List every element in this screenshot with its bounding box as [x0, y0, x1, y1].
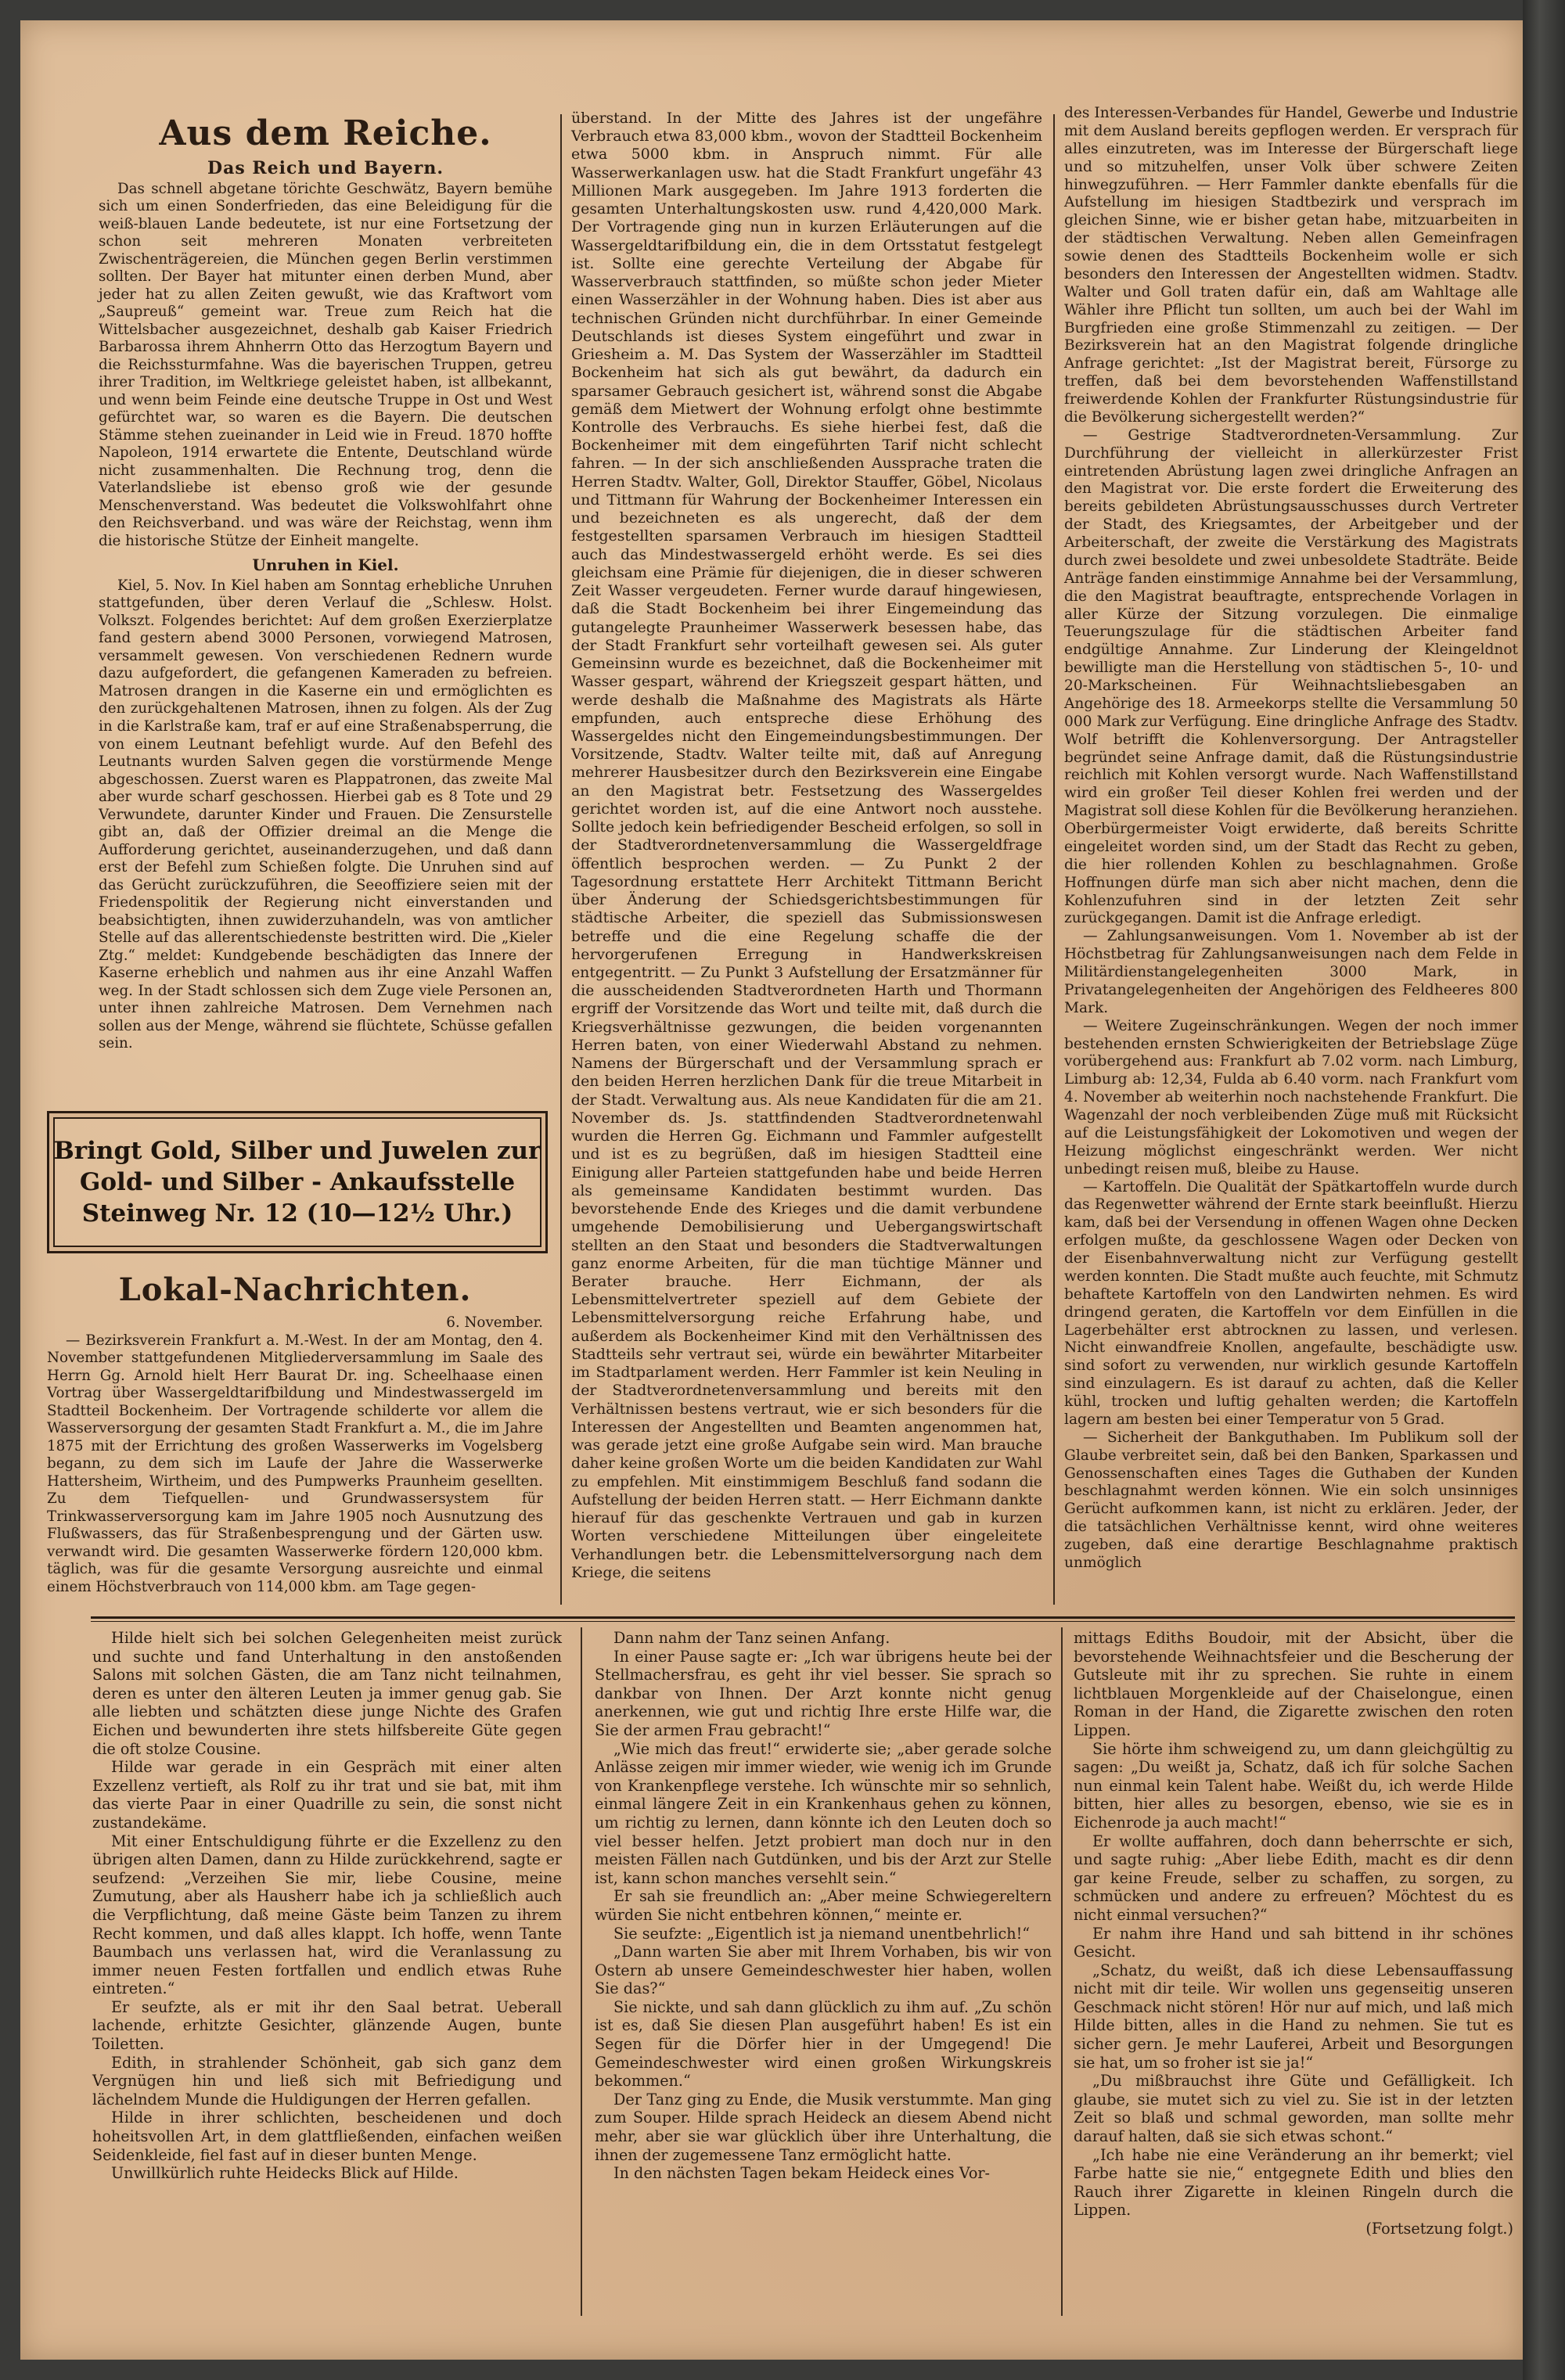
paragraph: Er seufzte, als er mit ihr den Saal betrat. Ueberall lachende, erhitzte Gesichter, glänzende Augen, bunte Toiletten. — [92, 1997, 562, 2054]
article-subheading: Unruhen in Kiel. — [252, 555, 399, 575]
ad-line: Steinweg Nr. 12 (10—12½ Uhr.) — [81, 1199, 513, 1228]
column-rule — [1053, 114, 1055, 1605]
paragraph: — Weitere Zugeinschränkungen. Wegen der noch immer bestehenden ernsten Schwierigkeiten der Betriebslage Züge vorübergehend aus: Frankfurt ab 7.02 vorm. nach Limburg, Limburg ab: 12,34, Fulda ab 6.40 vorm. nach Frankfurt vom 4. November ab weiterhin noch nachstehende Frankfurt. Die Wagenzahl der noch verbleibenden Züge muß mit Rücksicht auf die Leistungsfähigkeit der Lokomotiven und wegen der Heizung möglichst eingeschränkt werden. Wer nicht unbedingt reisen muß, bleibe zu Hause. — [1064, 1017, 1518, 1177]
column-rule — [1061, 1627, 1063, 2316]
advertisement — [47, 1111, 548, 1253]
paragraph: Sie hörte ihm schweigend zu, um dann gleichgültig zu sagen: „Du weißt ja, Schatz, daß ich für solche Sachen nun einmal kein Talent habe. Weißt du, ich werde Hilde bitten, hier alles zu besorgen, ebenso, wie sie es in Eichenrode ja auch macht!“ — [1074, 1739, 1513, 1832]
paragraph: — Zahlungsanweisungen. Vom 1. November ab ist der Höchstbetrag für Zahlungsanweisungen nach dem Felde in Militärdienstangelegenheiten 3000 Mark, in Privatangelegenheiten der Angehörigen des Feldheeres 800 Mark. — [1064, 928, 1518, 1016]
paragraph: „Ich habe nie eine Veränderung an ihr bemerkt; viel Farbe hatte sie nie,“ entgegnete Edith und blies den Rauch ihrer Zigarette in kleinen Ringeln durch die Lippen. — [1074, 2145, 1513, 2220]
article-body — [1064, 105, 1518, 1573]
paragraph: „Wie mich das freut!“ erwiderte sie; „aber gerade solche Anlässe zeigen mir immer wieder, wie wenig ich im Grunde von Krankenpflege verstehe. Ich wünschte mir so sehnlich, einmal längere Zeit in ein Krankenhaus gehen zu können, um richtig zu lernen, dann könnte ich den Leuten doch so viel besser helfen. Jetzt probiert man doch nur in den meisten Fällen nach Gutdünken, und bis der Arzt zur Stelle ist, kann schon manches versehlt sein.“ — [595, 1739, 1052, 1887]
feuilleton-rule — [91, 1621, 1515, 1622]
lokal-title: Lokal-Nachrichten. — [118, 1271, 472, 1308]
article-body — [571, 110, 1042, 1582]
column-lokal — [47, 1261, 543, 1596]
binding-edge — [1523, 0, 1565, 2380]
story-body — [92, 1629, 562, 2183]
article-body — [99, 160, 552, 1053]
column-right — [1064, 105, 1518, 1573]
paragraph: des Interessen-Verbandes für Handel, Gewerbe und Industrie mit dem Ausland bereits gepflogen werden. Er versprach für alles einzutreten, was im Interesse der Bürgerschaft liege und so mitzuhelfen, unser Volk über schwere Zeiten hinwegzuführen. — Herr Fammler dankte ebenfalls für die Aufstellung im hiesigen Stadtbezirk und versprach im gleichen Sinne, wie er bisher getan habe, mitzuarbeiten in der städtischen Verwaltung. Neben allen Gemeinfragen sowie denen des Stadtteils Bockenheim wolle er sich besonders den Interessen der Angestellten widmen. Stadtv. Walter und Goll traten dafür ein, daß am Wahltage alle Wähler ihre Pflicht tun sollten, um auch bei der Wahl im Burgfrieden eine große Stimmenzahl zu zeitigen. — Der Bezirksverein hat an den Magistrat folgende dringliche Anfrage gerichtet: „Ist der Magistrat bereit, Fürsorge zu treffen, daß bei dem bevorstehenden Waffenstillstand freiwerdende Kohlen der Frankfurter Rüstungsindustrie für die Bevölkerung sichergestellt werden?“ — [1064, 105, 1518, 426]
paragraph: Dann nahm der Tanz seinen Anfang. — [613, 1629, 890, 1647]
paragraph: — Kartoffeln. Die Qualität der Spätkartoffeln wurde durch das Regenwetter während der Ernte stark beeinflußt. Hierzu kam, daß bei der Versendung in offenen Wagen ohne Decken erfolgen mußte, da geschlossene Wagen oder Decken von der Eisenbahnverwaltung nicht zur Verfügung gestellt werden konnten. Die Stadt mußte auch feuchte, mit Schmutz behaftete Kartoffeln von den Landwirten nehmen. Es wird dringend geraten, die Kartoffeln vor dem Einfüllen in die Lagerbehälter erst abtrocknen zu lassen, und verlesen. Nicht einwandfreie Knollen, angefaulte, beschädigte usw. sind sofort zu verwenden, nur wirklich gesunde Kartoffeln sind einzulagern. Es ist darauf zu achten, daß die Keller kühl, trocken und luftig gehalten werden; die Kartoffeln lagern am besten bei einer Temperatur von 5 Grad. — [1064, 1178, 1518, 1428]
paragraph: — Bezirksverein Frankfurt a. M.-West. In der am Montag, den 4. November stattgefundenen Mitgliederversammlung im Saale des Herrn Gg. Arnold hielt Herr Baurat Dr. ing. Scheelhaase einen Vortrag über Wassergeldtarifbildung und Mindestwassergeld im Stadtteil Bockenheim. Der Vortragende schilderte vor allem die Wasserversorgung der gesamten Stadt Frankfurt a. M., die im Jahre 1875 mit der Errichtung des großen Wasserwerks im Vogelsberg begann, zu dem sich im Laufe der Jahre die Wasserwerke Hattersheim, Wirtheim, und des Pumpwerks Praunheim gesellten. Zu dem Tiefquellen- und Grundwassersystem für Trinkwasserversorgung kam im Jahre 1905 noch Ausnutzung des Flußwassers, das für Straßenbesprengung und der Gärten usw. verwandt wird. Die gesamten Wasserwerke fördern 120,000 kbm. täglich, was für die gesamte Versorgung ausreichte und einmal einem Höchstverbrauch von 114,000 kbm. am Tage gegen- — [47, 1332, 543, 1595]
paragraph: Kiel, 5. Nov. In Kiel haben am Sonntag erhebliche Unruhen stattgefunden, über deren Verlauf die „Schlesw. Holst. Volkszt. Folgendes berichtet: Auf dem großen Exerzierplatze fand gestern abend 3000 Personen, vorwiegend Matrosen, versammelt gewesen. Von verschiedenen Rednern wurde dazu aufgefordert, die gefangenen Kameraden zu befreien. Matrosen drangen in die Kaserne ein und ermöglichten es den zurückgehaltenen Matrosen, ihnen zu folgen. Als der Zug in die Karlstraße kam, traf er auf eine Straßenabsperrung, die von einem Leutnant befehligt wurde. Auf den Befehl des Leutnants wurden Salven gegen die vorstürmende Menge abgeschossen. Zuerst waren es Plappatronen, das zweite Mal aber wurde scharf geschossen. Hierbei gab es 8 Tote und 29 Verwundete, darunter Kinder und Frauen. Die Zensurstelle gibt an, daß der Offizier dreimal an die Menge die Aufforderung gerichtet, auseinanderzugehen, und daß dann erst der Befehl zum Schießen folgte. Die Unruhen sind auf das Gerücht zurückzuführen, die Seeoffiziere seien mit der Friedenspolitik der Regierung nicht einverstanden und beabsichtigten, ihnen zuwiderzuhandeln, was von amtlicher Stelle auf das allerentschiedenste bestritten wird. Die „Kieler Ztg.“ meldet: Kundgebende beschädigten das Innere der Kaserne erheblich und nahmen aus ihr eine Anzahl Waffen weg. In der Stadt schlossen sich dem Zuge viele Personen an, unter ihnen zahlreiche Matrosen. Dem Vernehmen nach sollen aus der Menge, während sie flüchtete, Schüsse gefallen sein. — [99, 577, 553, 1052]
story-body — [595, 1629, 1052, 2183]
ad-line: Bringt Gold, Silber und Juwelen zur — [53, 1137, 541, 1165]
paragraph: — Sicherheit der Bankguthaben. Im Publikum soll der Glaube verbreitet sein, daß bei den Banken, Sparkassen und Genossenschaften eines Tages die Guthaben der Kunden beschlagnahmt werden können. Wie ein solch unsinniges Gerücht aufkommen kann, ist nicht zu erklären. Jeder, der die tatsächlichen Verhältnisse kennt, wird ohne weiteres zugeben, daß eine derartige Beschlagnahme praktisch unmöglich — [1064, 1429, 1518, 1571]
paragraph: In einer Pause sagte er: „Ich war übrigens heute bei der Stellmachersfrau, es geht ihr viel besser. Sie sprach so dankbar von Ihnen. Der Arzt konnte nicht genug anerkennen, wie gut und richtig Ihre erste Hilfe war, die Sie der armen Frau gebracht!“ — [595, 1647, 1052, 1739]
paragraph: Der Tanz ging zu Ende, die Musik verstummte. Man ging zum Souper. Hilde sprach Heideck an diesem Abend nicht mehr, aber sie war glücklich über ihre Unterhaltung, die ihnen der zugemessene Tanz ermöglicht hatte. — [595, 2090, 1052, 2164]
feuilleton-rule — [91, 1616, 1515, 1619]
paragraph: Hilde hielt sich bei solchen Gelegenheiten meist zurück und suchte und fand Unterhaltung in den anstoßenden Salons mit solchen Gästen, die am Tanz nicht teilnahmen, deren es unter den älteren Leuten ja immer genug gab. Sie alle liebten und schätzten diese junge Nichte des Grafen Eichen und bewunderten ihre stets hilfsbereite Güte gegen die oft stolze Cousine. — [92, 1629, 562, 1758]
paragraph: Sie seufzte: „Eigentlich ist ja niemand unentbehrlich!“ — [613, 1924, 1031, 1943]
column-rule — [581, 1627, 582, 2316]
paragraph: Er sah sie freundlich an: „Aber meine Schwiegereltern würden Sie nicht entbehren können,“ meinte er. — [595, 1887, 1052, 1924]
paragraph: Er nahm ihre Hand und sah bittend in ihr schönes Gesicht. — [1074, 1924, 1513, 1961]
paragraph: In den nächsten Tagen bekam Heideck eines Vor- — [613, 2164, 991, 2183]
dateline: 6. November. — [446, 1314, 543, 1331]
article-heading: Das Reich und Bayern. — [207, 158, 444, 178]
paragraph: mittags Ediths Boudoir, mit der Absicht, über die bevorstehende Weihnachtsfeier und die Bescherung der Gutsleute mit ihr zu sprechen. Sie ruhte in einem lichtblauen Morgenkleide auf der Chaiselongue, einen Roman in der Hand, die Zigarette zwischen den roten Lippen. — [1074, 1629, 1513, 1739]
feuilleton-column-2 — [595, 1629, 1052, 2183]
paragraph: Er wollte auffahren, doch dann beherrschte er sich, und sagte ruhig: „Aber liebe Edith, macht es dir denn gar keine Freude, selber zu schaffen, zu sorgen, zu schmücken und andere zu erfreuen? Möchtest du es nicht einmal versuchen?“ — [1074, 1832, 1513, 1924]
paragraph: — Gestrige Stadtverordneten-Versammlung. Zur Durchführung der vielleicht in allerkürzester Frist eintretenden Abrüstung lagen zwei dringliche Anfragen an den Magistrat vor. Die erste fordert die Erweiterung des bereits gebildeten Abrüstungsausschusses durch Vertreter der Stadt, des Kriegsamtes, der Arbeitgeber und der Arbeiterschaft, der zweite die Verstärkung des Magistrats durch zwei besoldete und zwei unbesoldete Stadträte. Beide Anträge fanden einstimmige Annahme bei der Versammlung, die den Magistrat beauftragte, entsprechende Vorlagen in aller Kürze der Sitzung vorzulegen. Die einmalige Teuerungszulage für die städtischen Arbeiter fand endgültige Annahme. Zur Linderung der Kleingeldnot bewilligte man die Herstellung von städtischen 5-, 10- und 20-Markscheinen. Für Weihnachtsliebesgaben an Angehörige des 18. Armeekorps stellte die Versammlung 50 000 Mark zur Verfügung. Eine dringliche Anfrage des Stadtv. Wolf betrifft die Kohlenversorgung. Der Antragsteller begründet seine Anfrage damit, daß die Rüstungsindustrie reichlich mit Kohlen versorgt wurde. Nach Waffenstillstand wird ein großer Teil dieser Kohlen frei werden und der Magistrat soll diese Kohlen für die Bevölkerung heranziehen. Oberbürgermeister Voigt erwiderte, daß bereits Schritte eingeleitet worden sind, um der Stadt das Recht zu geben, die hier rollenden Kohlen zu beschlagnahmen. Große Hoffnungen dürfe man sich aber nicht machen, denn die Kohlenzufuhren sind in der letzten Zeit sehr zurückgegangen. Damit ist die Anfrage erledigt. — [1064, 426, 1518, 927]
paragraph: Sie nickte, und sah dann glücklich zu ihm auf. „Zu schön ist es, daß Sie diesen Plan ausgeführt haben! Es ist ein Segen für die Dörfer hier in der Umgegend! Die Gemeindeschwester wird einen großen Wirkungskreis bekommen.“ — [595, 1997, 1052, 2091]
column-middle — [571, 110, 1042, 1582]
paragraph: Hilde in ihrer schlichten, bescheidenen und doch hoheitsvollen Art, in dem glattfließenden, einfachen weißen Seidenkleide, fiel fast auf in dieser bunten Menge. — [92, 2109, 562, 2164]
story-body — [1074, 1629, 1513, 2238]
paragraph: Das schnell abgetane törichte Geschwätz, Bayern bemühe sich um einen Sonderfrieden, das eine Beleidigung für die weiß-blauen Lande bedeutete, ist nur eine Fortsetzung der schon seit mehreren Monaten verbreiteten Zwischenträgereien, die München gegen Berlin verstimmen sollten. Der Bayer hat mitunter einen derben Mund, aber jeder hat zu allen Zeiten gewußt, wie das Kraftwort vom „Saupreuß“ gemeint war. Treue zum Reich hat die Wittelsbacher ausgezeichnet, deshalb gab Kaiser Friedrich Barbarossa ihrem Ahnherrn Otto das Herzogtum Bayern und die Reichssturmfahne. Was die bayerischen Truppen, getreu ihrer Tradition, im Weltkriege geleistet haben, ist allbekannt, und wenn beim Feinde eine deutsche Truppe in Ost und West gefürchtet war, so waren es die Bayern. Die deutschen Stämme stehen zueinander in Leid wie in Freud. 1870 hoffte Napoleon, 1914 erwartete die Entente, Deutschland würde nicht zusammenhalten. Die Rechnung trog, denn die Vaterlandsliebe ist ebenso groß wie der gesunde Menschenverstand. Was bedeutet die Volkswohlfahrt ohne den Reichsverband. und was wäre der Reichstag, wenn ihm die historische Stütze der Einheit mangelte. — [99, 180, 552, 549]
paragraph: „Dann warten Sie aber mit Ihrem Vorhaben, bis wir von Ostern ab unsere Gemeindeschwester hier haben, wollen Sie das?“ — [595, 1943, 1052, 1998]
paragraph: Edith, in strahlender Schönheit, gab sich ganz dem Vergnügen hin und ließ sich mit Befriedigung und lächelndem Munde die Huldigungen der Herren gefallen. — [92, 2053, 562, 2109]
paragraph: (Fortsetzung folgt.) — [1365, 2220, 1513, 2238]
column-reich — [99, 105, 552, 1053]
paragraph: Hilde war gerade in ein Gespräch mit einer alten Exzellenz vertieft, als Rolf zu ihr trat und sie bat, mit ihm das vierte Paar in einer Quadrille zu sein, die sonst nicht zustandekäme. — [92, 1758, 562, 1832]
article-body — [47, 1332, 543, 1597]
ad-line: Gold- und Silber - Ankaufsstelle — [79, 1168, 516, 1196]
paragraph: Mit einer Entschuldigung führte er die Exzellenz zu den übrigen alten Damen, dann zu Hilde zurückkehrend, sagte er seufzend: „Verzeihen Sie mir, liebe Cousine, meine Zumutung, aber als Hausherr habe ich ja schließlich auch die Verpflichtung, daß meine Gäste beim Tanzen zu ihrem Recht kommen, und daß alles klappt. Ich hoffe, wenn Tante Baumbach uns verlassen hat, wird die Veranlassung zu immer neuen Festen fortfallen und endlich etwas Ruhe eintreten.“ — [92, 1832, 562, 1998]
section-title: Aus dem Reiche. — [159, 113, 492, 153]
feuilleton-column-3 — [1074, 1629, 1513, 2238]
paragraph: überstand. In der Mitte des Jahres ist der ungefähre Verbrauch etwa 83,000 kbm., wovon der Stadtteil Bockenheim etwa 5000 kbm. in Anspruch nimmt. Für alle Wasserwerkanlagen usw. hat die Stadt Frankfurt ungefähr 43 Millionen Mark ausgegeben. Im Jahre 1913 forderten die gesamten Unterhaltungskosten usw. rund 4,420,000 Mark. Der Vortragende ging nun in kurzen Erläuterungen auf die Wassergeldtarifbildung ein, die in dem Ortsstatut festgelegt ist. Sollte eine gerechte Verteilung der Abgabe für Wasserverbrauch stattfinden, so müßte schon jeder Mieter einen Wasserzähler in der Wohnung haben. Dies ist aber aus technischen Gründen nicht durchführbar. In einer Gemeinde Deutschlands ist dieses System eingeführt und zwar in Griesheim a. M. Das System der Wasserzähler im Stadtteil Bockenheim hat sich als gut bewährt, da dadurch ein sparsamer Gebrauch gesichert ist, während sonst die Abgabe gemäß dem Mietwert der Wohnung erfolgt ohne bestimmte Kontrolle des Verbrauchs. Es siehe hierbei fest, daß die Bockenheimer mit dem eingeführten Tarif nicht schlecht fahren. — In der sich anschließenden Aussprache traten die Herren Stadtv. Walter, Goll, Direktor Stauffer, Göbel, Nicolaus und Tittmann für Wahrung der Bockenheimer Interessen ein und bezeichneten es als ungerecht, daß der dem festgestellten sparsamen Verbrauch im hiesigen Stadtteil auch das Mindestwassergeld erhöht werde. Es sei dies gleichsam eine Prämie für diejenigen, die in dieser schweren Zeit Wasser vergeudeten. Ferner wurde darauf hingewiesen, daß die Stadt Bockenheim bei ihrer Eingemeindung das gutangelegte Praunheimer Wasserwerk besessen habe, das der Stadt Frankfurt sehr vorteilhaft gewesen sei. Als guter Gemeinsinn wurde es bezeichnet, daß die Bockenheimer mit Wasser gespart, während der Kriegszeit gespart hätten, und werde deshalb die Maßnahme des Magistrats als Härte empfunden, auch entspreche diese Erhöhung des Wassergeldes nicht den Eingemeindungsbestimmungen. Der Vorsitzende, Stadtv. Walter teilte mit, daß auf Anregung mehrerer Hausbesitzer durch den Bezirksverein eine Eingabe an den Magistrat betr. Festsetzung des Wassergeldes gerichtet worden ist, auf die eine Antwort noch ausstehe. Sollte jedoch kein befriedigender Bescheid erfolgen, so soll in der Stadtverordnetenversammlung die Wassergeldfrage öffentlich besprochen werden. — Zu Punkt 2 der Tagesordnung erstattete Herr Architekt Tittmann Bericht über Änderung der Schiedsgerichtsbestimmungen für städtische Arbeiter, die speziell das Submissionswesen betreffe und die eine Regelung schaffe die der hervorgerufenen Erregung in Handwerkskreisen entgegentritt. — Zu Punkt 3 Aufstellung der Ersatzmänner für die ausscheidenden Stadtverordneten Harth und Thormann ergriff der Vorsitzende das Wort und teilte mit, daß durch die Kriegsverhältnisse gezwungen, die beiden vorgenannten Herren baten, von einer Wiederwahl Abstand zu nehmen. Namens der Bürgerschaft und der Versammlung sprach er den beiden Herren herzlichen Dank für die treue Mitarbeit in der Stadt. Verwaltung aus. Als neue Kandidaten für die am 21. November ds. Js. stattfindenden Stadtverordnetenwahl wurden die Herren Gg. Eichmann und Fammler aufgestellt und ist es zu begrüßen, daß im hiesigen Stadtteil eine Einigung aller Parteien stattgefunden habe und beide Herren als gemeinsame Kandidaten bestimmt wurden. Das bevorstehende Ende des Krieges und die damit verbundene umgehende Demobilisierung und Uebergangswirtschaft stellten an den Staat und besonders die Stadtverwaltungen ganz enorme Arbeiten, für die man tüchtige Männer und Berater brauche. Herr Eichmann, der als Lebensmittelvertreter speziell auf dem Gebiete der Lebensmittelversorgung reiche Erfahrung habe, und außerdem als Bockenheimer Kind mit den Verhältnissen des Stadtteils sehr vertraut sei, würde ein bewährter Mitarbeiter im Stadtparlament werden. Herr Fammler ist kein Neuling in der Stadtverordnetenversammlung und bereits mit den Verhältnissen bestens vertraut, wie er sich besonders für die Interessen der Angestellten und Beamten angenommen hat, was gerade jetzt eine große Aufgabe sein wird. Man brauche daher keine großen Worte um die beiden Kandidaten zur Wahl zu empfehlen. Mit einstimmigem Beschluß fand sodann die Aufstellung der beiden Herren statt. — Herr Eichmann dankte hierauf für das geschenkte Vertrauen und gab in kurzen Worten verschiedene Mitteilungen über eingeleitete Verhandlungen betr. die Lebensmittelversorgung nach dem Kriege, die seitens — [571, 110, 1042, 1581]
column-rule — [560, 114, 562, 1605]
paragraph: „Schatz, du weißt, daß ich diese Lebensauffassung nicht mit dir teile. Wir wollen uns gegenseitig unseren Geschmack nicht stören! Hör nur auf mich, und laß mich Hilde bitten, alles in die Hand zu nehmen. Sie tut es sicher gern. Je mehr Lauferei, Arbeit und Besorgungen sie hat, um so froher ist sie ja!“ — [1074, 1961, 1513, 2072]
paragraph: Unwillkürlich ruhte Heidecks Blick auf Hilde. — [111, 2164, 459, 2183]
feuilleton-column-1 — [92, 1629, 562, 2183]
paragraph: „Du mißbrauchst ihre Güte und Gefälligkeit. Ich glaube, sie mutet sich zu viel zu. Sie ist in der letzten Zeit so blaß und schmal geworden, man sollte mehr darauf halten, daß sie sich etwas schont.“ — [1074, 2072, 1513, 2146]
